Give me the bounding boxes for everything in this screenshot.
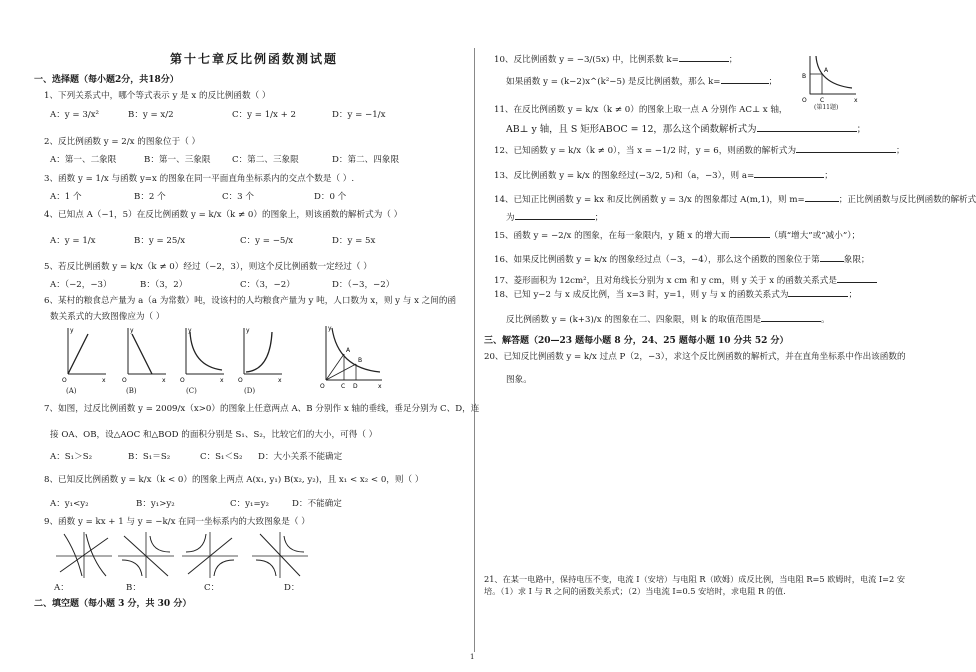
svg-text:A: A — [824, 67, 829, 74]
svg-text:O: O — [320, 383, 325, 390]
svg-text:x: x — [102, 377, 106, 384]
q1-opt-c: C：y = 1/x + 2 — [232, 110, 297, 120]
q5-opt-d: D：（−3，−2） — [332, 280, 395, 290]
page-number: 1 — [470, 653, 475, 661]
section-answer: 三、解答题（20—23 题每小题 8 分，24、25 题每小题 10 分共 52 分） — [484, 336, 789, 346]
q7-opt-b: B：S₁＝S₂ — [128, 452, 171, 462]
q21-line2: 培。（1）求 I 与 R 之间的函数关系式；（2）当电流 I=0.5 安培时，求电阻 R 的值. — [484, 586, 786, 596]
q18: 18、已知 y−2 与 x 成反比例，当 x=3 时，y=1，则 y 与 x 的函数关系式为 ； — [494, 290, 858, 300]
svg-text:B: B — [802, 73, 807, 80]
q11-fig-caption: (第11题) — [814, 104, 839, 111]
svg-text:y: y — [70, 327, 74, 334]
svg-text:O: O — [180, 377, 185, 384]
q3-stem: 3、函数 y = 1/x 与函数 y=x 的图象在同一平面直角坐标系内的交点个数是（ ）. — [44, 174, 355, 184]
q2-opt-a: A：第一、二象限 — [50, 155, 117, 165]
q3-opt-b: B：2 个 — [134, 192, 166, 202]
svg-text:y: y — [246, 327, 250, 334]
q5-opt-b: B：（3，2） — [140, 280, 188, 290]
q8-opt-a: A：y₁<y₂ — [50, 499, 89, 509]
q6-graph-d — [234, 326, 284, 386]
q21-line1: 21、在某一电路中，保持电压不变，电流 I（安培）与电阻 R（欧姆）成反比例，当电阻 R=5 欧姆时，电流 I=2 安 — [484, 574, 906, 584]
q1-opt-b: B：y = x/2 — [128, 110, 174, 120]
q9-graph-a — [56, 532, 112, 578]
q5-stem: 5、若反比例函数 y = k/x（k ≠ 0）经过（−2，3），则这个反比例函数一定经过（ ） — [44, 262, 372, 272]
q20-line2: 图象。 — [506, 375, 532, 385]
q6-label-c: (C) — [186, 387, 197, 395]
svg-text:O: O — [62, 377, 67, 384]
right-column — [478, 0, 976, 672]
q6-graph-a — [58, 326, 108, 386]
q2-stem: 2、反比例函数 y = 2/x 的图象位于（ ） — [44, 137, 201, 147]
q9-graph-b — [118, 532, 174, 578]
q6-graph-c — [176, 326, 226, 386]
svg-text:x: x — [162, 377, 166, 384]
q3-opt-a: A：1 个 — [50, 192, 82, 202]
q6-label-d: (D) — [244, 387, 256, 395]
q8-opt-d: D：不能确定 — [292, 499, 342, 509]
q1-stem: 1、下列关系式中，哪个等式表示 y 是 x 的反比例函数（ ） — [44, 91, 271, 101]
q2-opt-d: D：第二、四象限 — [332, 155, 400, 165]
svg-text:x: x — [220, 377, 224, 384]
q14-line1: 14、已知正比例函数 y = kx 和反比例函数 y = 3/x 的图象都过 A(m,1)，则 m= ；正比例函数与反比例函数的解析式 — [494, 195, 976, 205]
q2-opt-b: B：第一、三象限 — [144, 155, 211, 165]
q7-line1: 7、如图，过反比例函数 y = 2009/x（x>0）的图象上任意两点 A、B 分别作 x 轴的垂线，垂足分别为 C、D，连 — [44, 404, 480, 414]
section-fill: 二、填空题（每小题 3 分，共 30 分） — [34, 599, 192, 609]
q10-line1: 10、反比例函数 y = −3/(5x) 中，比例系数 k= ； — [494, 55, 738, 65]
svg-text:O: O — [802, 97, 807, 104]
q9-opt-d: D： — [284, 583, 300, 593]
q7-figure — [316, 324, 386, 390]
q6-label-b: (B) — [126, 387, 137, 395]
section-choice: 一、选择题（每小题2分，共18分） — [34, 75, 179, 85]
q6-line1: 6、某村的粮食总产量为 a（a 为常数）吨，设该村的人均粮食产量为 y 吨，人口数为 x，则 y 与 x 之间的函 — [44, 296, 457, 306]
q1-opt-a: A：y = 3/x² — [50, 110, 99, 120]
q9-stem: 9、函数 y = kx + 1 与 y = −k/x 在同一坐标系内的大致图象是（ ） — [44, 517, 310, 527]
q4-stem: 4、已知点 A（−1，5）在反比例函数 y = k/x（k ≠ 0）的图象上，则该函数的解析式为（ ） — [44, 210, 403, 220]
q8-opt-b: B：y₁>y₂ — [136, 499, 175, 509]
page-title: 第十七章反比例函数测试题 — [170, 52, 339, 66]
svg-text:A: A — [346, 347, 351, 354]
q13: 13、反比例函数 y = k/x 的图象经过(−3/2, 5)和（a，−3），则 a= ； — [494, 171, 833, 181]
svg-text:x: x — [278, 377, 282, 384]
q7-opt-c: C：S₁＜S₂ — [200, 452, 243, 462]
svg-text:y: y — [328, 325, 332, 332]
q20-line1: 20、已知反比例函数 y = k/x 过点 P（2，−3），求这个反比例函数的解析式，并在直角坐标系中作出该函数的 — [484, 352, 906, 362]
svg-text:y: y — [188, 327, 192, 334]
q14-line2: 为 ； — [506, 213, 604, 223]
q6-line2: 数关系式的大致图像应为（ ） — [50, 312, 165, 322]
q5-opt-c: C：（3，−2） — [240, 280, 295, 290]
q9-opt-b: B： — [126, 583, 141, 593]
svg-text:x: x — [854, 97, 858, 104]
q15: 15、函数 y = −2/x 的图象，在每一象限内，y 随 x 的增大而 （填“增大”或“减小”）； — [494, 231, 861, 241]
q17: 17、菱形面积为 12cm²，且对角线长分别为 x cm 和 y cm，则 y 关于 x 的函数关系式是 — [494, 276, 877, 287]
svg-text:O: O — [238, 377, 243, 384]
q3-opt-c: C：3 个 — [222, 192, 254, 202]
svg-text:x: x — [378, 383, 382, 390]
q2-opt-c: C：第二、三象限 — [232, 155, 299, 165]
q7-line2: 接 OA、OB，设△AOC 和△BOD 的面积分别是 S₁、S₂，比较它们的大小，可得（ ） — [50, 430, 378, 440]
q1-opt-d: D：y = −1/x — [332, 110, 386, 120]
q3-opt-d: D：0 个 — [314, 192, 347, 202]
q11-line2: AB⊥ y 轴，且 S 矩形ABOC = 12，那么这个函数解析式为 ； — [506, 124, 866, 135]
q10-line2: 如果函数 y = (k−2)x^(k²−5) 是反比例函数，那么 k= ； — [506, 77, 778, 87]
svg-text:C: C — [341, 383, 346, 390]
q8-stem: 8、已知反比例函数 y = k/x（k < 0）的图象上两点 A(x₁, y₁) B(x₂, y₂)，且 x₁ < x₂ < 0，则（ ） — [44, 475, 424, 485]
q4-opt-c: C：y = −5/x — [240, 236, 294, 246]
q6-graph-b — [118, 326, 168, 386]
q9-opt-c: C： — [204, 583, 220, 593]
q16: 16、如果反比例函数 y = k/x 的图象经过点（−3，−4），那么这个函数的图象位于第 象限； — [494, 255, 870, 265]
q12: 12、已知函数 y = k/x（k ≠ 0），当 x = −1/2 时，y = 6，则函数的解析式为 ； — [494, 146, 905, 156]
q8-opt-c: C：y₁=y₂ — [230, 499, 269, 509]
q19: 反比例函数 y = (k+3)/x 的图象在二、四象限，则 k 的取值范围是 。 — [506, 315, 830, 325]
q9-opt-a: A： — [54, 583, 69, 593]
svg-text:O: O — [122, 377, 127, 384]
q9-graph-d — [252, 532, 308, 578]
q11-figure — [796, 54, 858, 108]
column-divider — [474, 48, 475, 652]
svg-text:y: y — [130, 327, 134, 334]
svg-text:B: B — [358, 357, 363, 364]
q7-opt-a: A：S₁＞S₂ — [50, 452, 93, 462]
q11-line1: 11、在反比例函数 y = k/x（k ≠ 0）的图象上取一点 A 分别作 AC⊥ x 轴， — [494, 105, 788, 115]
q4-opt-a: A：y = 1/x — [50, 236, 96, 246]
q6-label-a: (A) — [66, 387, 77, 395]
q5-opt-a: A：（−2，−3） — [50, 280, 112, 290]
svg-text:D: D — [353, 383, 358, 390]
q7-opt-d: D：大小关系不能确定 — [258, 452, 343, 462]
q4-opt-b: B：y = 25/x — [134, 236, 186, 246]
left-column — [0, 0, 480, 672]
q4-opt-d: D：y = 5x — [332, 236, 376, 246]
svg-text:C: C — [820, 97, 825, 104]
q9-graph-c — [182, 532, 238, 578]
